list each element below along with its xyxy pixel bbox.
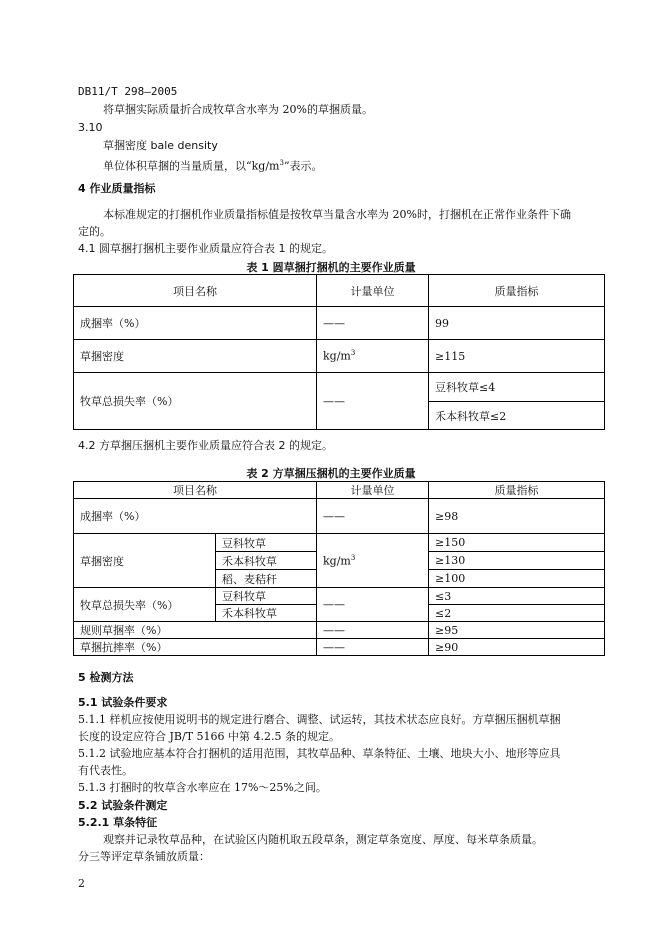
clause-5-2: 5.2 试验条件测定 xyxy=(78,799,168,812)
table-row xyxy=(74,534,605,552)
section-4-paragraph-line2: 定的。 xyxy=(78,225,111,238)
table-row xyxy=(74,588,605,605)
table2-header-row xyxy=(74,482,605,499)
clause-5-1-3: 5.1.3 打捆时的牧草含水率应在 17%～25%之间。 xyxy=(78,781,327,794)
clause-5-1-1-line1: 5.1.1 样机应按使用说明书的规定进行磨合、调整、试运转，其技术状态应良好。方草捆压捆机草捆 xyxy=(78,713,561,726)
table-row xyxy=(74,340,605,373)
table2-caption: 表 2 方草捆压捆机的主要作业质量 xyxy=(246,467,416,480)
table-cell: 豆科牧草 xyxy=(216,534,317,552)
clause-4-2: 4.2 方草捆压捆机主要作业质量应符合表 2 的规定。 xyxy=(78,439,333,452)
definition-number: 3.10 xyxy=(78,121,103,134)
table-cell: 牧草总损失率（%） xyxy=(74,373,317,430)
clause-5-2-1: 5.2.1 草条特征 xyxy=(78,816,158,829)
table-cell: —— xyxy=(317,588,429,622)
table1 xyxy=(73,274,605,430)
table-cell: ≥100 xyxy=(429,570,605,588)
table-cell: —— xyxy=(317,307,429,340)
table1-header-unit: 计量单位 xyxy=(317,275,429,307)
table-cell: —— xyxy=(317,639,429,656)
table-cell: ≥90 xyxy=(429,639,605,656)
table-row xyxy=(74,373,605,402)
table-cell: 牧草总损失率（%） xyxy=(74,588,216,622)
clause-5-2-1-paragraph-2: 分三等评定草条铺放质量： xyxy=(78,850,210,863)
table-row xyxy=(74,622,605,639)
clause-5-1-2-line2: 有代表性。 xyxy=(78,764,133,777)
table1-header-item: 项目名称 xyxy=(74,275,317,307)
table-cell: ≥98 xyxy=(429,499,605,534)
table-cell: 成捆率（%） xyxy=(74,307,317,340)
table-cell: ≤2 xyxy=(429,605,605,622)
section-5-title: 5 检测方法 xyxy=(78,671,134,684)
table-cell: 草捆密度 xyxy=(74,534,216,588)
clause-5-1: 5.1 试验条件要求 xyxy=(78,696,168,709)
clause-4-1: 4.1 圆草捆打捆机主要作业质量应符合表 1 的规定。 xyxy=(78,242,333,255)
table-cell: 豆科牧草 xyxy=(216,588,317,605)
table2-header-index: 质量指标 xyxy=(429,482,605,499)
clause-5-1-1-line2: 长度的设定应符合 JB/T 5166 中第 4.2.5 条的规定。 xyxy=(78,730,341,743)
table-cell: 禾本科牧草 xyxy=(216,552,317,570)
table-cell: —— xyxy=(317,622,429,639)
table1-caption: 表 1 圆草捆打捆机的主要作业质量 xyxy=(246,261,416,274)
table-cell: —— xyxy=(317,499,429,534)
table-cell: 禾本科牧草≤2 xyxy=(429,402,605,430)
table-cell: 规则草捆率（%） xyxy=(74,622,317,639)
table-cell: 成捆率（%） xyxy=(74,499,317,534)
table-cell: 稻、麦秸秆 xyxy=(216,570,317,588)
table1-header-index: 质量指标 xyxy=(429,275,605,307)
table-cell: ≥95 xyxy=(429,622,605,639)
definition-text: 单位体积草捆的当量质量，以“$kg/m^3$”表示。 xyxy=(103,159,323,173)
table-cell: ≥115 xyxy=(429,340,605,373)
table-cell: ≥130 xyxy=(429,552,605,570)
clause-5-2-1-paragraph: 观察并记录牧草品种，在试验区内随机取五段草条，测定草条宽度、厚度、每米草条质量。 xyxy=(103,833,543,846)
table-row xyxy=(74,639,605,656)
table-cell: 草捆抗摔率（%） xyxy=(74,639,317,656)
standard-number: DB11/T 298—2005 xyxy=(78,85,178,98)
table2-header-item: 项目名称 xyxy=(74,482,317,499)
section-4-title: 4 作业质量指标 xyxy=(78,182,156,195)
definition-term: 草捆密度 bale density xyxy=(103,139,218,152)
clause-5-1-2-line1: 5.1.2 试验地应基本符合打捆机的适用范围，其牧草品种、草条特征、土壤、地块大小、地形等应具 xyxy=(78,747,561,760)
table-cell: 豆科牧草≤4 xyxy=(429,373,605,402)
table2 xyxy=(73,481,605,656)
table-cell: 草捆密度 xyxy=(74,340,317,373)
table-cell: 99 xyxy=(429,307,605,340)
table-cell: $kg/m^3$ xyxy=(317,340,429,373)
table-cell: $kg/m^3$ xyxy=(317,534,429,588)
table-row xyxy=(74,499,605,534)
table-row xyxy=(74,307,605,340)
table-cell: ≥150 xyxy=(429,534,605,552)
table2-header-unit: 计量单位 xyxy=(317,482,429,499)
paragraph-continued: 将草捆实际质量折合成牧草含水率为 20%的草捆质量。 xyxy=(103,103,373,116)
table1-header-row xyxy=(74,275,605,307)
section-4-paragraph-line1: 本标准规定的打捆机作业质量指标值是按牧草当量含水率为 20%时，打捆机在正常作业条件下确 xyxy=(103,208,571,221)
table-cell: —— xyxy=(317,373,429,430)
page-number: 2 xyxy=(78,877,85,890)
table-cell: 禾本科牧草 xyxy=(216,605,317,622)
table-cell: ≤3 xyxy=(429,588,605,605)
